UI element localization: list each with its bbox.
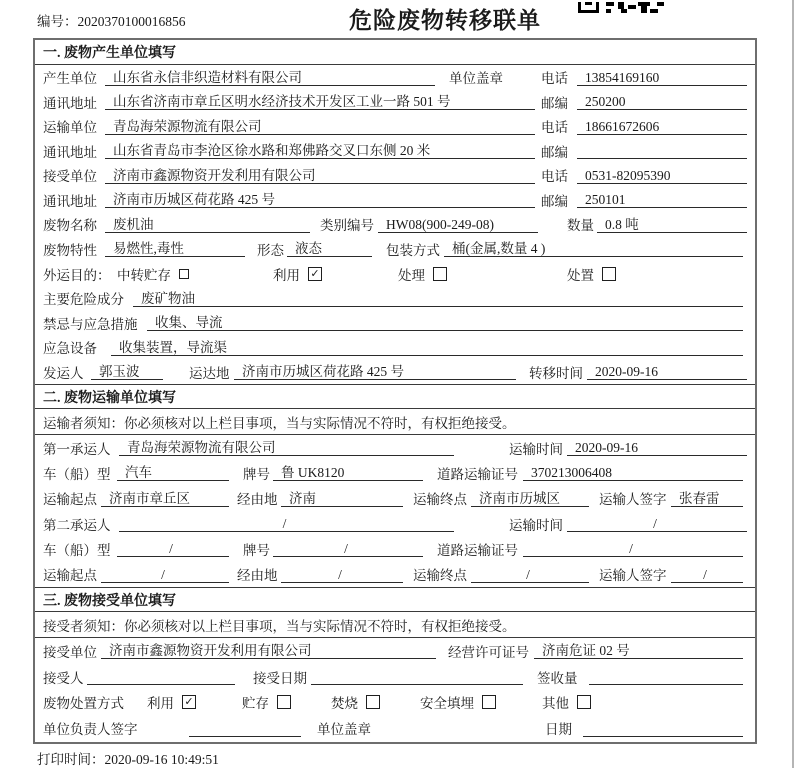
- field-value: 济南市鑫源物资开发利用有限公司: [105, 167, 535, 184]
- row-waste-name: [35, 212, 755, 237]
- field-value: /: [567, 515, 747, 532]
- field-label: 车（船）型: [43, 542, 111, 558]
- field-label: 接受人: [43, 670, 84, 686]
- checkbox-label: 处置: [567, 267, 594, 283]
- field-value: [589, 668, 743, 685]
- field-value: 山东省济南市章丘区明水经济技术开发区工业一路 501 号: [105, 93, 535, 110]
- field-label: 通讯地址: [43, 95, 97, 111]
- field-label: 运输人签字: [599, 568, 667, 584]
- field-value: /: [671, 566, 743, 583]
- row-receiver-address: [35, 188, 755, 213]
- field-label: 接受日期: [253, 670, 307, 686]
- field-label: 第二承运人: [43, 517, 111, 533]
- row-transport-unit: [35, 114, 755, 139]
- field-value: 济南市鑫源物资开发利用有限公司: [101, 642, 436, 659]
- row-shipper: [35, 359, 755, 384]
- field-label: 废物名称: [43, 218, 97, 234]
- checkbox-incinerate: [366, 695, 380, 709]
- field-value: 青岛海荣源物流有限公司: [105, 118, 535, 135]
- field-label: 发运人: [43, 365, 84, 381]
- field-value: 收集、导流: [147, 314, 743, 331]
- field-value: HW08(900-249-08): [378, 216, 538, 233]
- field-label: 接受单位: [43, 644, 97, 660]
- field-value: /: [119, 515, 454, 532]
- field-label: 签收量: [537, 670, 578, 686]
- field-label: 经由地: [237, 492, 278, 508]
- row-vehicle-2: [35, 536, 755, 561]
- row-emergency-equipment: [35, 335, 755, 360]
- row-waste-property: [35, 237, 755, 262]
- field-label: 产生单位: [43, 71, 97, 87]
- row-route-2: [35, 562, 755, 587]
- field-value: 易燃性,毒性: [105, 240, 245, 257]
- field-label: 道路运输证号: [437, 542, 518, 558]
- field-label: 外运目的：: [43, 267, 111, 283]
- row-emergency-measures: [35, 310, 755, 335]
- field-label: 经由地: [237, 568, 278, 584]
- field-value: 18661672606: [577, 118, 747, 135]
- row-receiver-unit: [35, 163, 755, 188]
- field-label: 主要危险成分: [43, 292, 124, 308]
- field-label: 邮编: [541, 144, 568, 160]
- field-label: 道路运输证号: [437, 466, 518, 482]
- field-value: 桶(金属,数量 4 ): [444, 240, 743, 257]
- field-value: [311, 668, 523, 685]
- row-producer-unit: [35, 65, 755, 90]
- field-value: 2020-09-16: [587, 363, 747, 380]
- section1-body: [35, 65, 755, 384]
- field-value: [583, 720, 743, 737]
- checkbox-dispose: [602, 267, 616, 281]
- checkbox-utilize: ✓: [308, 267, 322, 281]
- qr-code-fragment-icon: [578, 0, 664, 18]
- field-value: /: [281, 566, 403, 583]
- row-responsible-signature: [35, 715, 755, 741]
- field-value: [189, 720, 301, 737]
- section2-title: 二. 废物运输单位填写: [35, 384, 755, 409]
- field-label: 经营许可证号: [448, 644, 529, 660]
- checkbox-utilize-3: ✓: [182, 695, 196, 709]
- field-value: 汽车: [117, 464, 229, 481]
- field-label: 日期: [545, 722, 572, 738]
- field-label: 电话: [541, 71, 568, 87]
- field-label: 运达地: [189, 365, 230, 381]
- row-disposal-method: [35, 690, 755, 716]
- row-vehicle-1: [35, 460, 755, 485]
- field-value: 济南危证 02 号: [534, 642, 743, 659]
- field-value: 济南市历城区荷花路 425 号: [234, 363, 516, 380]
- field-value: 250101: [577, 191, 747, 208]
- field-label: 类别编号: [320, 218, 374, 234]
- field-label: 牌号: [243, 466, 270, 482]
- field-label: 通讯地址: [43, 144, 97, 160]
- field-value: 郭玉波: [91, 363, 163, 380]
- field-label: 数量: [567, 218, 594, 234]
- section3-body: [35, 638, 755, 741]
- print-time: 打印时间：2020-09-16 10:49:51: [37, 752, 219, 767]
- field-label: 接受单位: [43, 169, 97, 185]
- field-label: 运输时间: [509, 441, 563, 457]
- field-label: 形态: [257, 242, 284, 258]
- section2-body: [35, 435, 755, 587]
- doc-number-label: 编号：: [37, 14, 78, 29]
- field-label: 电话: [541, 120, 568, 136]
- field-value: 0531-82095390: [577, 167, 747, 184]
- field-label: 应急设备: [43, 341, 97, 357]
- checkbox-label: 贮存: [242, 696, 269, 712]
- field-label: 牌号: [243, 542, 270, 558]
- field-label: 单位负责人签字: [43, 722, 138, 738]
- field-value: 青岛海荣源物流有限公司: [119, 439, 454, 456]
- section1-title: 一. 废物产生单位填写: [35, 40, 755, 65]
- field-label: 运输起点: [43, 568, 97, 584]
- checkbox-label: 其他: [542, 696, 569, 712]
- receiver-notice: 接受者须知：你必须核对以上栏目事项，当与实际情况不符时，有权拒绝接受。: [35, 612, 755, 638]
- checkbox-landfill: [482, 695, 496, 709]
- field-label: 废物处置方式: [43, 696, 124, 712]
- doc-number-value: 2020370100016856: [77, 14, 186, 29]
- field-label: 邮编: [541, 193, 568, 209]
- checkbox-label: 利用: [147, 696, 174, 712]
- field-value: 山东省青岛市李沧区徐水路和郑佛路交叉口东侧 20 米: [105, 142, 535, 159]
- field-value: 0.8 吨: [597, 216, 747, 233]
- page-title: 危险废物转移联单: [349, 8, 541, 33]
- field-value: 13854169160: [577, 69, 747, 86]
- field-label: 运输终点: [413, 492, 467, 508]
- row-main-hazard: [35, 286, 755, 311]
- field-label: 转移时间: [529, 365, 583, 381]
- field-label: 运输时间: [509, 517, 563, 533]
- row-accept-unit: [35, 638, 755, 664]
- field-value: 370213006408: [523, 464, 743, 481]
- field-value: 液态: [287, 240, 372, 257]
- field-value: 收集装置，导流渠: [111, 339, 743, 356]
- row-outbound-purpose: [35, 261, 755, 286]
- field-value: 鲁 UK8120: [273, 464, 423, 481]
- field-label: 禁忌与应急措施: [43, 316, 138, 332]
- field-value: 山东省永信非织造材料有限公司: [105, 69, 435, 86]
- field-label: 电话: [541, 169, 568, 185]
- checkbox-label: 焚烧: [331, 696, 358, 712]
- field-label: 第一承运人: [43, 441, 111, 457]
- field-value: 张春雷: [671, 490, 743, 507]
- field-label: 通讯地址: [43, 193, 97, 209]
- field-value: 2020-09-16: [567, 439, 747, 456]
- window-right-edge: [792, 0, 794, 768]
- field-label: 运输起点: [43, 492, 97, 508]
- transporter-notice: 运输者须知：你必须核对以上栏目事项，当与实际情况不符时，有权拒绝接受。: [35, 409, 755, 435]
- checkbox-label: 利用: [273, 267, 300, 283]
- field-value: /: [471, 566, 589, 583]
- checkbox-label: 处理: [398, 267, 425, 283]
- field-label: 运输单位: [43, 120, 97, 136]
- row-transport-address: [35, 139, 755, 164]
- field-value: 济南: [281, 490, 403, 507]
- field-value: /: [523, 540, 743, 557]
- row-route-1: [35, 486, 755, 511]
- row-producer-address: [35, 90, 755, 115]
- transfer-form-table: [33, 38, 757, 744]
- checkbox-label: 中转贮存: [117, 267, 171, 283]
- doc-number: [37, 10, 186, 30]
- section3-title: 三. 废物接受单位填写: [35, 587, 755, 612]
- field-label: 车（船）型: [43, 466, 111, 482]
- checkbox-storage: [277, 695, 291, 709]
- field-value: /: [273, 540, 423, 557]
- checkbox-treat: [433, 267, 447, 281]
- field-value: 废机油: [105, 216, 310, 233]
- field-label: 运输终点: [413, 568, 467, 584]
- field-value: 济南市历城区荷花路 425 号: [105, 191, 535, 208]
- field-label: 运输人签字: [599, 492, 667, 508]
- field-value: /: [117, 540, 229, 557]
- checkbox-other: [577, 695, 591, 709]
- row-accept-person: [35, 664, 755, 690]
- field-value: 济南市历城区: [471, 490, 589, 507]
- field-value: [87, 668, 235, 685]
- row-first-carrier: [35, 435, 755, 460]
- field-value: 废矿物油: [133, 290, 743, 307]
- field-value: /: [101, 566, 229, 583]
- checkbox-transfer-storage: [179, 269, 189, 279]
- field-value: [577, 142, 747, 159]
- row-second-carrier: [35, 511, 755, 536]
- field-label: 邮编: [541, 95, 568, 111]
- field-label: 单位盖章: [449, 71, 503, 87]
- field-value: 250200: [577, 93, 747, 110]
- field-value: 济南市章丘区: [101, 490, 229, 507]
- checkbox-label: 安全填埋: [420, 696, 474, 712]
- field-label: 单位盖章: [317, 722, 371, 738]
- field-label: 包装方式: [386, 242, 440, 258]
- field-label: 废物特性: [43, 242, 97, 258]
